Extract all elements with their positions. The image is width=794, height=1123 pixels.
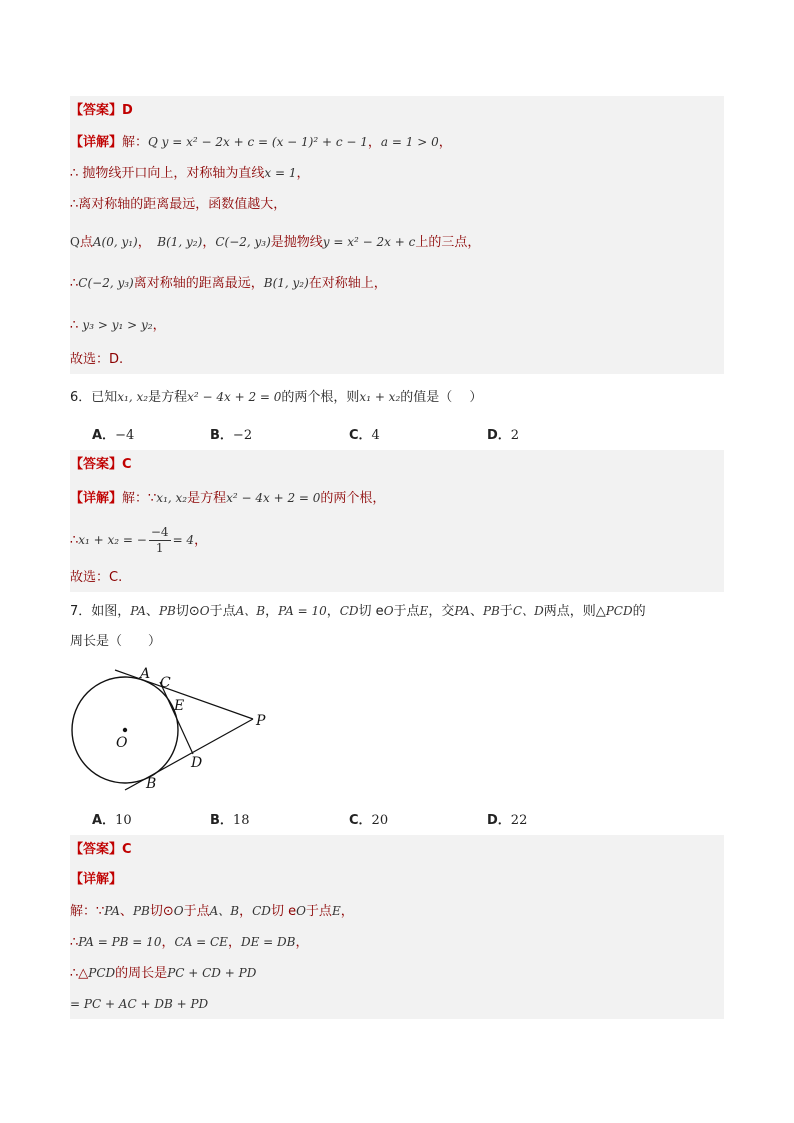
q7-detail-label-line: 【详解】 bbox=[70, 865, 724, 895]
q7-option-b: B．18 bbox=[210, 813, 250, 828]
q6-option-b: B．−2 bbox=[210, 428, 253, 443]
q5-detail-line-3: ∴离对称轴的距离最远，函数值越大， bbox=[70, 188, 724, 222]
q7-stem-line-2: 周长是（ ） bbox=[70, 634, 162, 649]
q6-answer-line: 【答案】C bbox=[70, 450, 724, 480]
q7-detail-line-3: ∴△PCD的周长是PC + CD + PD bbox=[70, 957, 724, 989]
q5-detail-line-2: ∴ 抛物线开口向上，对称轴为直线x = 1， bbox=[70, 158, 724, 188]
detail-label: 【详解】 bbox=[70, 135, 123, 150]
answer-label: 【答案】 bbox=[70, 103, 123, 118]
q7-detail-line-4: = PC + AC + DB + PD bbox=[70, 989, 724, 1019]
q7-stem-line-1: 7．如图，PA、PB切⊙O于点A、B，PA = 10，CD切 eO于点E，交PA、PB于C、D两点，则△PCD的 bbox=[70, 604, 646, 619]
q5-detail-line-5: ∴C(−2, y₃)离对称轴的距离最远，B(1, y₂)在对称轴上， bbox=[70, 262, 724, 304]
q5-answer-line bbox=[70, 96, 724, 126]
q7-detail-line-2: ∴PA = PB = 10，CA = CE，DE = DB， bbox=[70, 927, 724, 957]
label-b: B bbox=[146, 776, 157, 792]
q5-detail-line-1: 【详解】解：Q y = x² − 2x + c = (x − 1)² + c − 1，a = 1 > 0， bbox=[70, 126, 724, 158]
q7-detail-line-1: 解：∵PA、PB切⊙O于点A、B，CD切 eO于点E， bbox=[70, 895, 724, 927]
q7-option-c: C．20 bbox=[349, 813, 389, 828]
q6-detail-line-2: ∴x₁ + x₂ = − $\frac{-4}{1}$ = 4， bbox=[70, 516, 724, 564]
label-p: P bbox=[256, 713, 266, 729]
q6-detail-line-3: 故选：C. bbox=[70, 564, 724, 592]
tangent-pb bbox=[125, 719, 253, 790]
fraction: $\frac{-4}{1}$ bbox=[150, 525, 169, 555]
label-d: D bbox=[191, 755, 203, 771]
q7-option-a: A．10 bbox=[92, 813, 132, 828]
q6-option-a: A．−4 bbox=[92, 428, 135, 443]
q5-detail-line-7: 故选：D. bbox=[70, 346, 724, 374]
label-e: E bbox=[174, 698, 185, 714]
q6-detail-line-1: 【详解】解：∵x₁, x₂是方程x² − 4x + 2 = 0的两个根， bbox=[70, 480, 724, 516]
q7-answer-line: 【答案】C bbox=[70, 835, 724, 865]
label-a: A bbox=[140, 666, 151, 682]
q7-option-d: D．22 bbox=[487, 813, 528, 828]
q6-option-d: D．2 bbox=[487, 428, 520, 443]
q7-figure bbox=[60, 660, 290, 800]
center-point-o bbox=[123, 728, 127, 732]
answer-value: D bbox=[122, 103, 133, 118]
label-c: C bbox=[160, 675, 171, 691]
label-o: O bbox=[116, 735, 128, 751]
q5-detail-line-4: Q点A(0, y₁)， B(1, y₂)，C(−2, y₃)是抛物线y = x² − 2x + c上的三点， bbox=[70, 222, 724, 262]
q6-stem: 6．已知x₁, x₂是方程x² − 4x + 2 = 0的两个根，则x₁ + x₂的值是（ ） bbox=[70, 390, 483, 405]
q5-detail-line-6: ∴ y₃ > y₁ > y₂， bbox=[70, 304, 724, 346]
q6-option-c: C．4 bbox=[349, 428, 380, 443]
